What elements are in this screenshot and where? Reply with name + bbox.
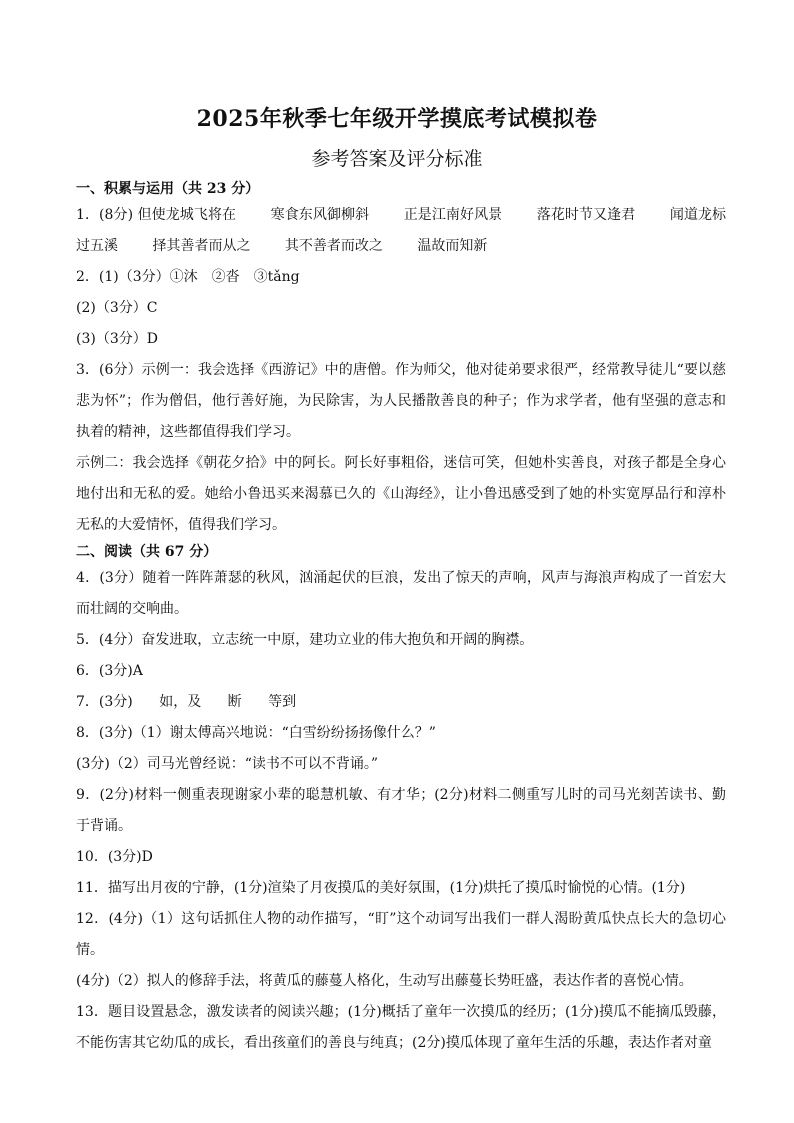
answer-q12-1: 12．(4分)（1）这句话抓住人物的动作描写，“盯”这个动词写出我们一群人渴盼黄瓜快点长大的急切心情。 — [76, 911, 726, 958]
section-heading-2: 二、阅读（共 67 分） — [76, 544, 218, 560]
answer-q7 — [76, 687, 726, 718]
q7-answer-1: 如，及 — [159, 694, 202, 710]
answer-q1 — [76, 200, 726, 262]
q1-answer-1: 但使龙城飞将在 — [137, 207, 237, 223]
exam-title: 2025年秋季七年级开学摸底考试模拟卷 — [196, 106, 598, 132]
q1-answer-3: 正是江南好风景 — [403, 207, 503, 223]
section-heading-1: 一、积累与运用（共 23 分） — [76, 181, 260, 197]
q1-answer-8: 温故而知新 — [417, 238, 488, 254]
q1-answer-5: 闻道龙标过五溪 — [76, 207, 727, 254]
q1-answer-7: 其不善者而改之 — [284, 238, 383, 254]
q1-label: 1．(8分) — [76, 207, 134, 223]
q7-answer-2: 断 — [227, 694, 242, 710]
q7-answer-3: 等到 — [268, 694, 297, 710]
answer-q13: 13．题目设置悬念，激发读者的阅读兴趣；(1分)概括了童年一次摸瓜的经历；(1分)摸瓜不能摘瓜毁藤，不能伤害其它幼瓜的成长，看出孩童们的善良与纯真；(2分)摸瓜体现了童年生活的乐趣，表达作者对童 — [76, 1004, 726, 1051]
answer-q4: 4．(3分）随着一阵阵萧瑟的秋风，汹涌起伏的巨浪，发出了惊天的声响，风声与海浪声构成了一首宏大而壮阔的交响曲。 — [76, 570, 726, 617]
answer-q8-1: 8．(3分)（1）谢太傅高兴地说：“白雪纷纷扬扬像什么？” — [76, 725, 436, 741]
answer-content — [76, 178, 726, 1059]
answer-q9: 9．(2分)材料一侧重表现谢家小辈的聪慧机敏、有才华；(2分)材料二侧重写儿时的司马光刻苦读书、勤于背诵。 — [76, 787, 726, 834]
answer-q11: 11．描写出月夜的宁静，(1分)渲染了月夜摸瓜的美好氛围，(1分)烘托了摸瓜时愉悦的心情。(1分) — [76, 880, 686, 896]
answer-q6: 6．(3分)A — [76, 663, 143, 679]
answer-q10: 10．(3分)D — [76, 849, 153, 865]
answer-q2-3: (3)（3分）D — [76, 331, 158, 347]
q1-answer-6: 择其善者而从之 — [152, 238, 251, 254]
exam-subtitle: 参考答案及评分标准 — [311, 148, 483, 170]
answer-q8-2: (3分)（2）司马光曾经说：“读书不可以不背诵。” — [76, 756, 379, 772]
answer-q5: 5．(4分）奋发进取，立志统一中原，建功立业的伟大抱负和开阔的胸襟。 — [76, 632, 534, 648]
answer-q3-example-1: 3．(6分）示例一：我会选择《西游记》中的唐僧。作为师父，他对徒弟要求很严，经常教导徒儿“要以慈悲为怀”；作为僧侣，他行善好施，为民除害，为人民播散善良的种子；作为求学者，他有坚强的意志和执着的精神，这些都值得我们学习。 — [76, 362, 726, 440]
q7-label: 7．(3分) — [76, 694, 133, 710]
q1-answer-4: 落花时节又逢君 — [536, 207, 636, 223]
q1-answer-2: 寒食东风御柳斜 — [270, 207, 370, 223]
answer-q2-2: (2)（3分）C — [76, 300, 158, 316]
answer-q12-2: (4分)（2）拟人的修辞手法，将黄瓜的藤蔓人格化，生动写出藤蔓长势旺盛，表达作者的喜悦心情。 — [76, 973, 693, 989]
answer-q2-1: 2．(1)（3分）①沐 ②沓 ③tǎng — [76, 269, 300, 285]
answer-q3-example-2: 示例二：我会选择《朝花夕拾》中的阿长。阿长好事粗俗，迷信可笑，但她朴实善良，对孩子都是全身心地付出和无私的爱。她给小鲁迅买来渴慕已久的《山海经》，让小鲁迅感受到了她的朴实宽厚品行和淳朴无私的大爱情怀，值得我们学习。 — [76, 455, 726, 533]
